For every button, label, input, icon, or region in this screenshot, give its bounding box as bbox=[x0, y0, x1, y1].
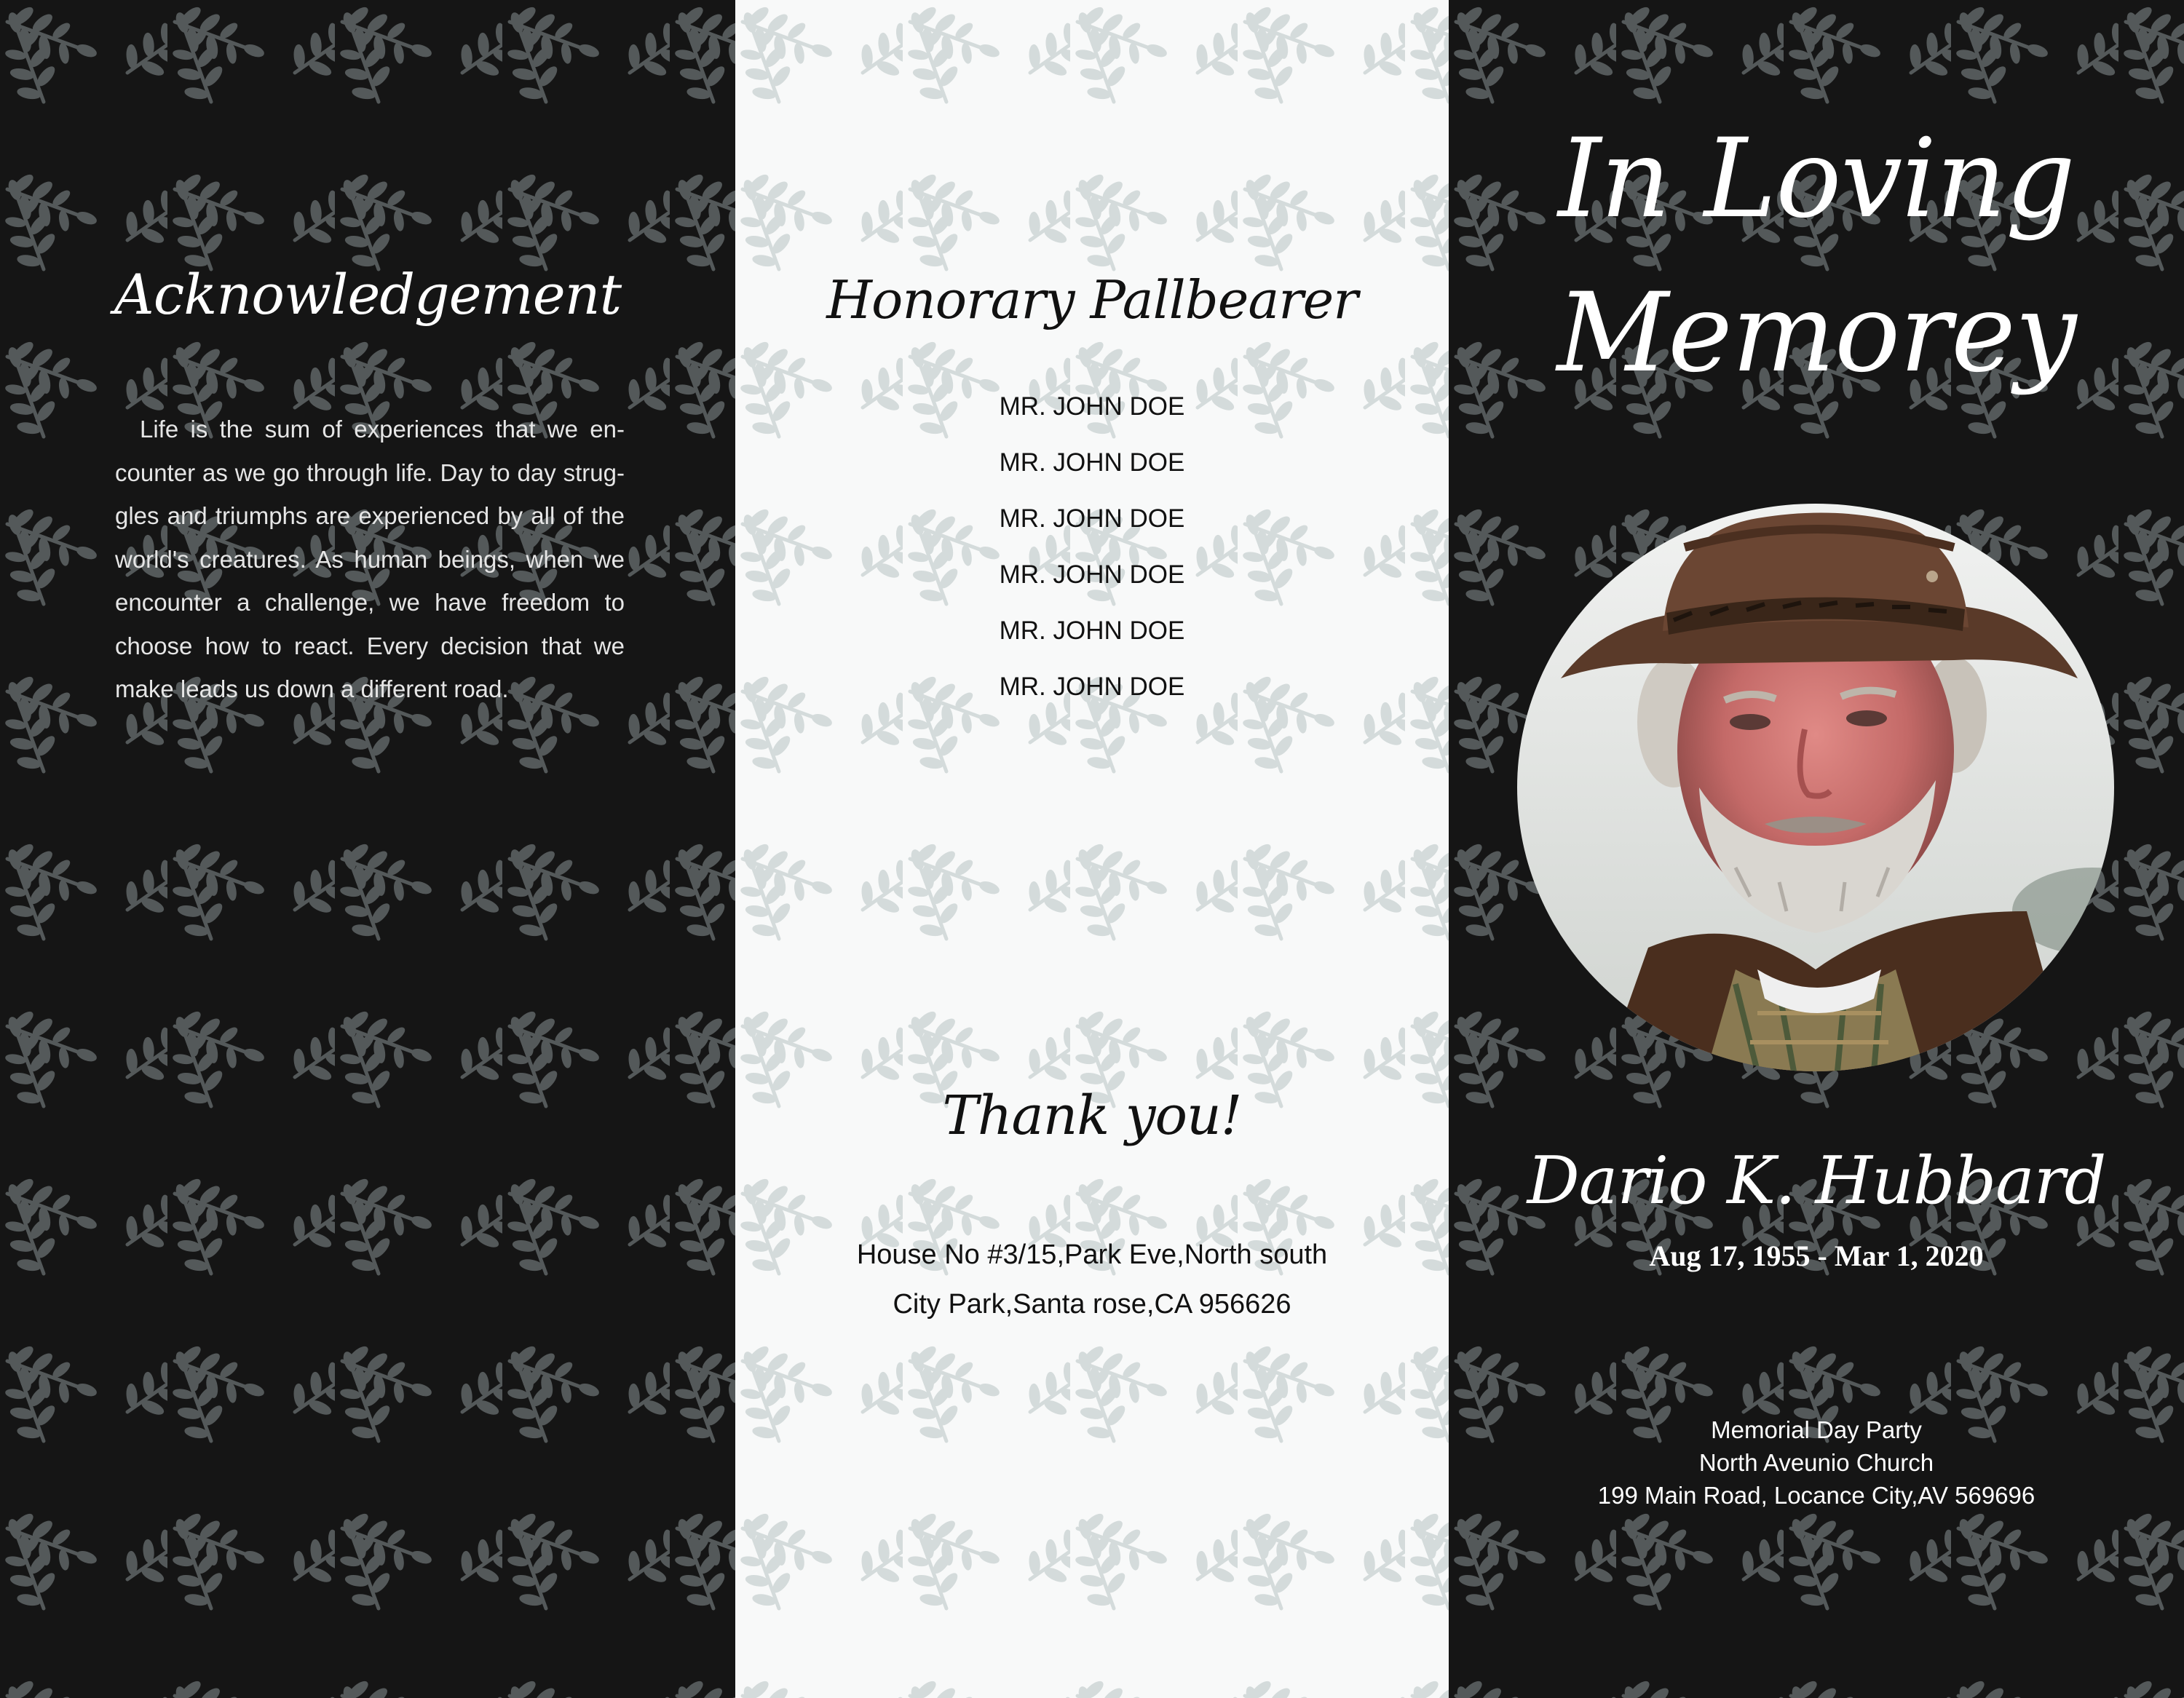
pallbearer-name: MR. JOHN DOE bbox=[999, 448, 1185, 477]
pallbearer-name: MR. JOHN DOE bbox=[999, 392, 1185, 421]
portrait-photo bbox=[1517, 504, 2114, 1071]
address-line-2: City Park,Santa rose,CA 956626 bbox=[893, 1289, 1291, 1320]
service-address: 199 Main Road, Locance City,AV 569696 bbox=[1597, 1482, 2035, 1509]
in-loving-memory-title bbox=[1449, 102, 2184, 410]
service-venue: North Aveunio Church bbox=[1698, 1449, 1934, 1476]
acknowledgement-body: Life is the sum of experiences that we en-counter as we go through life. Day to day strug-gles and triumphs are experienced by all of the world's creatures. As human beings, when we encounter a challenge, we have freedom to choose how to react. Every decision that we make leads us down a different road. bbox=[115, 416, 625, 702]
service-details bbox=[1449, 1413, 2184, 1512]
pallbearer-name: MR. JOHN DOE bbox=[999, 673, 1185, 701]
leaf-pattern-background bbox=[735, 0, 1449, 1698]
deceased-name: Dario K. Hubbard bbox=[1527, 1143, 2106, 1219]
pallbearer-name: MR. JOHN DOE bbox=[999, 560, 1185, 589]
acknowledgement-heading: Acknowledgement bbox=[114, 262, 622, 327]
pallbearer-list bbox=[735, 386, 1449, 722]
leaf-pattern-background bbox=[0, 0, 735, 1698]
title-line-1: In Loving bbox=[1558, 116, 2075, 242]
panel-acknowledgement bbox=[0, 0, 735, 1698]
pallbearer-name: MR. JOHN DOE bbox=[999, 504, 1185, 533]
life-dates: Aug 17, 1955 - Mar 1, 2020 bbox=[1649, 1239, 1984, 1272]
thank-you-heading: Thank you! bbox=[942, 1084, 1242, 1147]
family-address bbox=[735, 1230, 1449, 1329]
title-line-2: Memorey bbox=[1556, 270, 2076, 397]
pallbearer-heading: Honorary Pallbearer bbox=[826, 269, 1358, 330]
panel-pallbearers bbox=[735, 0, 1449, 1698]
service-event: Memorial Day Party bbox=[1711, 1416, 1922, 1443]
pallbearer-name: MR. JOHN DOE bbox=[999, 616, 1185, 645]
address-line-1: House No #3/15,Park Eve,North south bbox=[856, 1239, 1328, 1270]
